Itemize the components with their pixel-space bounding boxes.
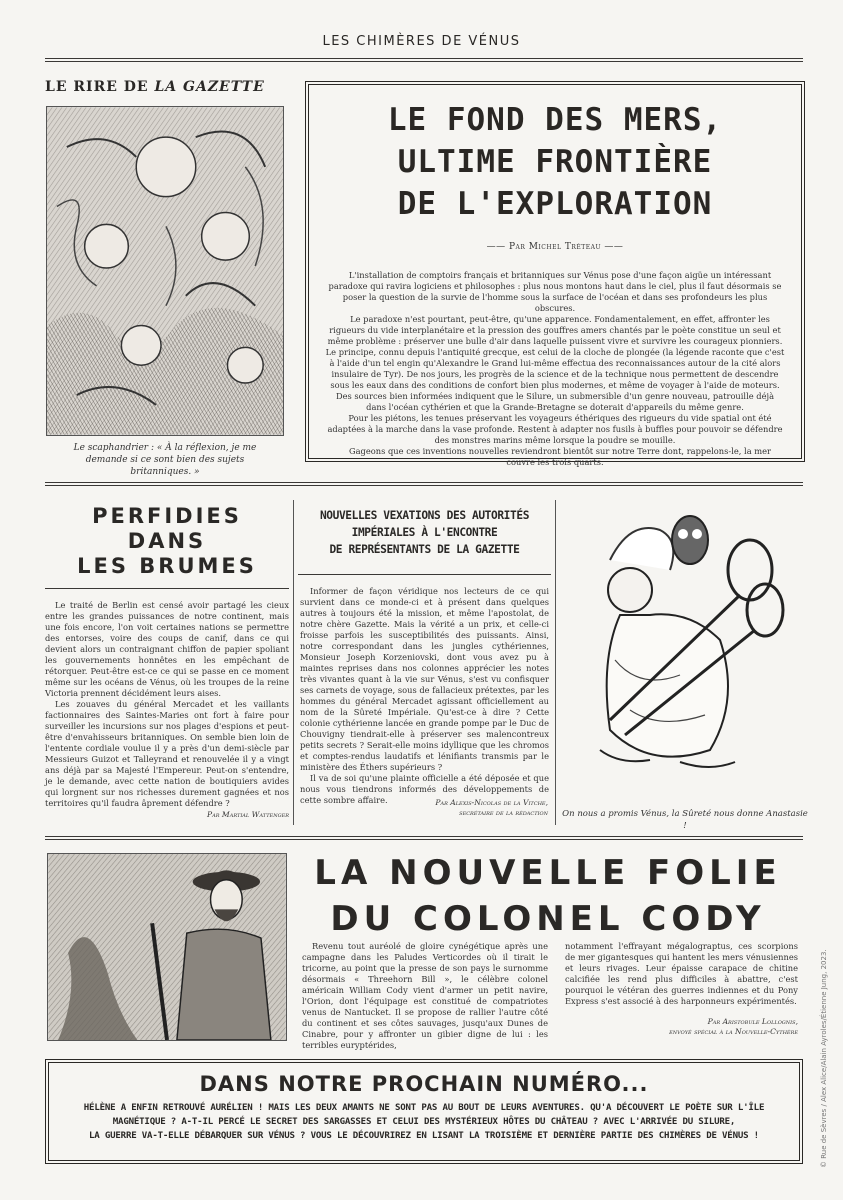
- paragraph: Pour les piétons, les tenues préservant les voyageurs éthériques des rigueurs du vide spatial ont été adaptées à la marche dans la vase profonde. Restent à adapter nos fusils à buffles pour pouvoir se défendre des monstres marins même lorsque la poudre se mouille.: [327, 413, 783, 445]
- perfidies-title: [45, 504, 289, 579]
- headline-box: [305, 81, 805, 467]
- cody-portrait: [47, 853, 287, 1041]
- column-divider: [555, 500, 556, 825]
- cody-signature: [565, 1017, 798, 1037]
- vexations-signature: [298, 798, 548, 818]
- next-issue-line: HÉLÈNE A ENFIN RETROUVÉ AURÉLIEN ! MAIS LES DEUX AMANTS NE SONT PAS AU BOUT DE LEURS AVENTURES. QU'A DÉCOUVERT LE POÈTE SUR L'ÎLE: [83, 1103, 765, 1113]
- cody-title-line: LA NOUVELLE FOLIE: [314, 853, 782, 893]
- next-issue-box: [45, 1059, 803, 1164]
- cody-engraving-icon: [48, 854, 286, 1040]
- perfidies-title-line: LES BRUMES: [77, 554, 257, 578]
- vexations-body: [300, 586, 549, 806]
- perfidies-title-line: DANS: [127, 529, 207, 553]
- paragraph: Le paradoxe n'est pourtant, peut-être, qu'une apparence. Fondamentalement, en effet, affronter les rigueurs du vide interplanétaire et la pression des gouffres amers chantés par le poète constitue un seul et même problème : préserver une bulle d'air dans laquelle puissent vivre et survivre les courageux pionniers. Le principe, connu depuis l'antiquité grecque, est celui de la cloche de plongée (la légende raconte que c'est à l'aide d'un tel engin qu'Alexandre le Grand lui-même effectua des reconnaissances autour de la cité alors insulaire de Tyr). De nos jours, les progrès de la science et de la technique nous permettent de descendre sous les eaux dans des conditions de confort bien plus modernes, et même de voyager à l'aide de moteurs. Des sources bien informées indiquent que le Silure, un submersible d'un genre nouveau, patrouille déjà dans l'océan cythérien et que la Grande-Bretagne se doterait d'appareils du même genre.: [325, 314, 785, 412]
- diver-illustration: [46, 106, 284, 436]
- cody-signature-line: Par Aristobule Lollognis,: [707, 1017, 798, 1026]
- vexations-signature-line: Par Alexis-Nicolas de la Vitche,: [435, 798, 548, 807]
- anastasie-scissors-icon: [570, 500, 800, 800]
- section-kicker-italic: LA GAZETTE: [154, 79, 265, 95]
- paragraph: Il va de soi qu'une plainte officielle a été déposée et que nous vous tiendrons informés des développements de cette sombre affaire.: [300, 773, 549, 805]
- cody-title: [298, 850, 798, 942]
- article-body: [325, 270, 785, 468]
- cody-title-line: DU COLONEL CODY: [330, 899, 766, 939]
- section-rule: [45, 836, 803, 840]
- copyright-notice: © Rue de Sèvres / Alex Alice/Alain Ayroles/Étienne Jung, 2023.: [820, 949, 828, 1168]
- censor-cartoon: [570, 500, 800, 800]
- section-rule: [45, 482, 803, 486]
- paragraph: Gageons que ces inventions nouvelles reviendront bientôt sur notre Terre dont, rappelons-le, la mer couvre les trois quarts.: [348, 446, 772, 467]
- byline: —— Par Michel Tréteau ——: [486, 242, 624, 252]
- perfidies-title-line: PERFIDIES: [92, 504, 242, 528]
- next-issue-line: LA GUERRE VA-T-ELLE DÉBARQUER SUR VÉNUS ? VOUS LE DÉCOUVRIREZ EN LISANT LA TROISIÈME ET DERNIÈRE PARTIE DES CHIMÈRES DE VÉNUS !: [89, 1131, 759, 1141]
- section-kicker: [45, 79, 295, 95]
- vexations-title-line: DE REPRÉSENTANTS DE LA GAZETTE: [329, 543, 520, 556]
- headline-line-1: LE FOND DES MERS,: [387, 102, 723, 138]
- cody-col-2: notamment l'effrayant mégalograptus, ces scorpions de mer gigantesques qui hantent les mers vénusiennes et leurs rivages. Leur épaisse carapace de chitine calcifiée les rend plus difficiles à abattre, c'est pourquoi le vétéran des guerres indiennes et du Pony Express s'est associé à des harponneurs expérimentés.: [565, 941, 798, 1006]
- next-issue-body: [59, 1101, 789, 1143]
- paragraph: Informer de façon véridique nos lecteurs de ce qui survient dans ce monde-ci et à présent dans quelques autres à toujours été la mission, et même l'apostolat, de notre chère Gazette. Mais la vérité a un prix, et celle-ci froisse parfois les susceptibilités des puissants. Ainsi, notre correspondant dans les jungles cythériennes, Monsieur Joseph Korzeniovski, dont vous avez pu à maintes reprises dans nos colonnes apprécier les notes très vivantes quant à la vie sur Vénus, s'est vu confisquer ses carnets de voyage, sous de fallacieux prétextes, par les hommes du général Mercadet agissant officiellement au nom de la Sûreté Impériale. Qu'est-ce à dire ? Cette colonie cythérienne lancée en grande pompe par le Duc de Chouvigny tiendrait-elle à préserver ses malencontreux petits secrets ? Serait-elle moins idyllique que les chromos et comptes-rendus laudatifs et lénifiants transmis par le ministère des Éthers supérieurs ?: [300, 586, 549, 772]
- top-rule: [45, 58, 803, 62]
- cartoon-caption: On nous a promis Vénus, la Sûreté nous donne Anastasie !: [562, 809, 808, 831]
- paragraph: Les zouaves du général Mercadet et les vaillants factionnaires des Saintes-Maries ont fort à faire pour surveiller les incursions sur nos plages d'espions et peut-être d'envahisseurs britanniques. On semble bien loin de l'entente cordiale voulue il y a près d'un demi-siècle par Messieurs Guizot et Talleyrand et renouvelée il y a vingt ans déjà par sa Majesté l'Empereur. Peut-on s'entendre, je le demande, avec cette nation de boutiquiers avides qui lorgnent sur nos richesses durement gagnées et nos territoires qu'il faudra âprement défendre ?: [45, 699, 289, 808]
- section-kicker-prefix: LE RIRE DE: [45, 79, 155, 95]
- engraving-diver-icon: [47, 107, 283, 435]
- next-issue-title: DANS NOTRE PROCHAIN NUMÉRO...: [199, 1072, 649, 1096]
- paragraph: L'installation de comptoirs français et britanniques sur Vénus pose d'une façon aigüe un intéressant paradoxe qui ravira logiciens et philosophes : plus nous montons haut dans le ciel, plus il faut désormais se poser la question de la survie de l'homme sous la surface de l'océan et dans ses profondeurs les plus obscures.: [328, 270, 782, 313]
- vexations-title-line: NOUVELLES VEXATIONS DES AUTORITÉS: [319, 509, 530, 522]
- column-divider: [293, 500, 294, 825]
- perfidies-body: [45, 600, 289, 809]
- perfidies-rule: [45, 588, 289, 589]
- vexations-rule: [298, 574, 551, 575]
- vexations-title-line: IMPÉRIALES À L'ENCONTRE: [351, 526, 498, 539]
- running-head: LES CHIMÈRES DE VÉNUS: [322, 34, 521, 49]
- cody-col-1: Revenu tout auréolé de gloire cynégétique après une campagne dans les Paludes Verticordes où il tirait le tricorne, au point que la presse de son pays le surnomme désormais « Threehorn Bill », le célèbre colonel américain William Cody vient d'armer un petit navire, l'Orion, dont l'équipage est constitué de compatriotes venus de Nantucket. Il se propose de rallier l'autre côté du continent et ses côtes sauvages, jusqu'aux Dunes de Cinabre, pour y affronter un gibier digne de lui : les terribles euryptérides,: [302, 941, 548, 1050]
- next-issue-line: MAGNÉTIQUE ? A-T-IL PERCÉ LE SECRET DES SARGASSES ET CELUI DES MYSTÉRIEUX HÔTES DU CHÂTEAU ? AVEC L'ARRIVÉE DU SILURE,: [112, 1117, 736, 1127]
- vexations-title: [298, 507, 551, 558]
- vexations-signature-line: secrétaire de la rédaction: [459, 808, 548, 817]
- headline-line-2: ULTIME FRONTIÈRE: [397, 144, 713, 180]
- paragraph: Le traité de Berlin est censé avoir partagé les cieux entre les grandes puissances de notre continent, mais une fois encore, l'on voit certaines nations se permettre des entorses, voire des coups de canif, dans ce qui devient alors un contraignant chiffon de papier spoliant les gouvernements honnêtes en les empêchant de rétorquer. Peut-être est-ce ce qui se passe en ce moment même sur les océans de Vénus, où les troupes de la reine Victoria prennent décidément leurs aises.: [45, 600, 289, 698]
- headline-line-3: DE L'EXPLORATION: [397, 186, 713, 222]
- diver-caption: Le scaphandrier : « À la réflexion, je me demande si ce sont bien des sujets britanniques. »: [73, 443, 257, 477]
- perfidies-signature: Par Martial Wattenger: [207, 810, 289, 819]
- cody-signature-line: envoyé spécial à la Nouvelle-Cythère: [669, 1027, 798, 1036]
